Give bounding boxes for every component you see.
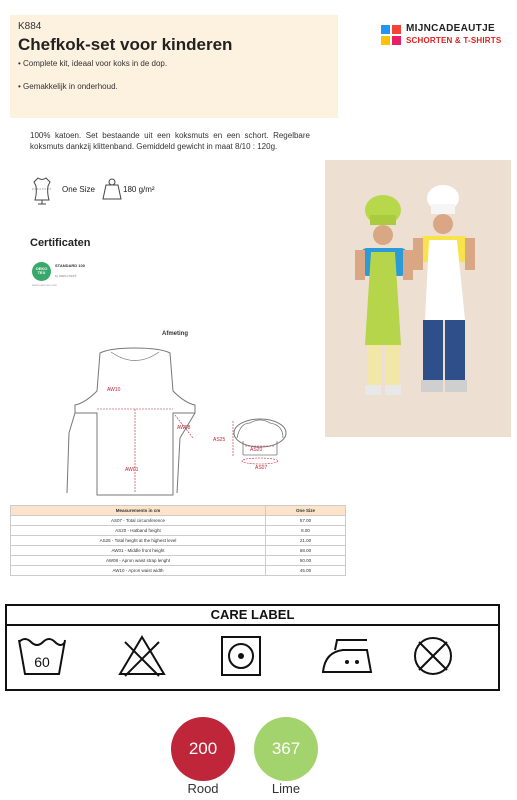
logo-mark-icon — [380, 24, 402, 46]
tumble-dry-icon — [219, 634, 263, 678]
specs-row — [28, 175, 228, 205]
table-cell: AW10 - Apron waist width — [11, 566, 266, 576]
table-row — [11, 536, 346, 546]
diagram-title: Afmeting — [162, 331, 188, 337]
brand-logo — [380, 22, 515, 50]
color-swatch: 200 — [171, 717, 235, 781]
label-aw10: AW10 — [107, 387, 121, 393]
table-cell: 57.00 — [266, 516, 346, 526]
product-description: 100% katoen. Set bestaande uit een koksmuts en een schort. Regelbare koksmuts dankzij klittenband. Gemiddeld gewicht in maat 8/10 : 120g. — [30, 131, 310, 151]
color-chip-rood[interactable] — [171, 717, 235, 796]
logo-name: MIJNCADEAUTJE — [406, 23, 495, 34]
table-cell: 45.00 — [266, 566, 346, 576]
table-row — [11, 566, 346, 576]
table-cell: 68.00 — [266, 546, 346, 556]
no-bleach-icon — [117, 634, 167, 678]
color-chip-lime[interactable] — [254, 717, 318, 796]
bullet-1: • Complete kit, ideaal voor koks in de dop. — [18, 59, 168, 68]
no-dry-clean-icon — [411, 634, 455, 678]
table-cell: AS25 - Total height at the highest level — [11, 536, 266, 546]
label-as25: AS25 — [213, 437, 226, 443]
badge-title: STANDARD 100 — [55, 263, 85, 268]
label-aw01: AW01 — [125, 467, 139, 473]
table-header-row — [11, 506, 346, 516]
table-cell: 8.00 — [266, 526, 346, 536]
table-row — [11, 556, 346, 566]
label-as07: AS07 — [255, 465, 268, 471]
wash-60-icon — [17, 634, 67, 678]
color-swatch: 367 — [254, 717, 318, 781]
bullet-2: • Gemakkelijk in onderhoud. — [18, 82, 118, 91]
product-header — [10, 15, 338, 118]
measurement-table — [10, 505, 346, 576]
oeko-tex-badge — [30, 260, 90, 288]
label-as20: AS20 — [250, 447, 263, 453]
badge-url: www.oeko-tex.com — [32, 283, 58, 287]
size-label: One Size — [62, 185, 95, 194]
weight-label: 180 g/m² — [123, 185, 155, 194]
weight-icon — [102, 177, 122, 201]
label-aw08: AW08 — [177, 425, 191, 431]
wash-temp: 60 — [34, 654, 50, 670]
table-cell: AS07 - Total circumference — [11, 516, 266, 526]
certificates-title: Certificaten — [30, 237, 91, 249]
kids-aprons-illustration — [325, 160, 511, 437]
table-cell: AW08 - Apron waist strap lenght — [11, 556, 266, 566]
color-name: Lime — [271, 781, 301, 796]
size-mannequin-icon — [28, 175, 56, 205]
oeko-tex-mark: OEKO TEX — [32, 262, 51, 281]
iron-icon — [317, 634, 375, 678]
badge-sub: by OEKO-TEX® — [55, 274, 77, 278]
product-title: Chefkok-set voor kinderen — [18, 35, 233, 54]
color-name: Rood — [187, 781, 219, 796]
table-row — [11, 516, 346, 526]
logo-tagline: SCHORTEN & T-SHIRTS — [406, 36, 502, 45]
table-cell: 50.00 — [266, 556, 346, 566]
care-icons — [7, 626, 498, 689]
table-header-measurement: Measurements in cm — [11, 506, 266, 516]
table-header-size: One Size — [266, 506, 346, 516]
measurement-diagram — [55, 343, 295, 503]
table-cell: 21.00 — [266, 536, 346, 546]
table-row — [11, 546, 346, 556]
table-cell: AW01 - Middle front height — [11, 546, 266, 556]
care-label — [5, 604, 500, 691]
table-row — [11, 526, 346, 536]
product-photo — [325, 160, 511, 437]
table-cell: AS20 - Hatband height — [11, 526, 266, 536]
product-code: K884 — [18, 21, 42, 32]
care-label-title: CARE LABEL — [7, 606, 498, 626]
